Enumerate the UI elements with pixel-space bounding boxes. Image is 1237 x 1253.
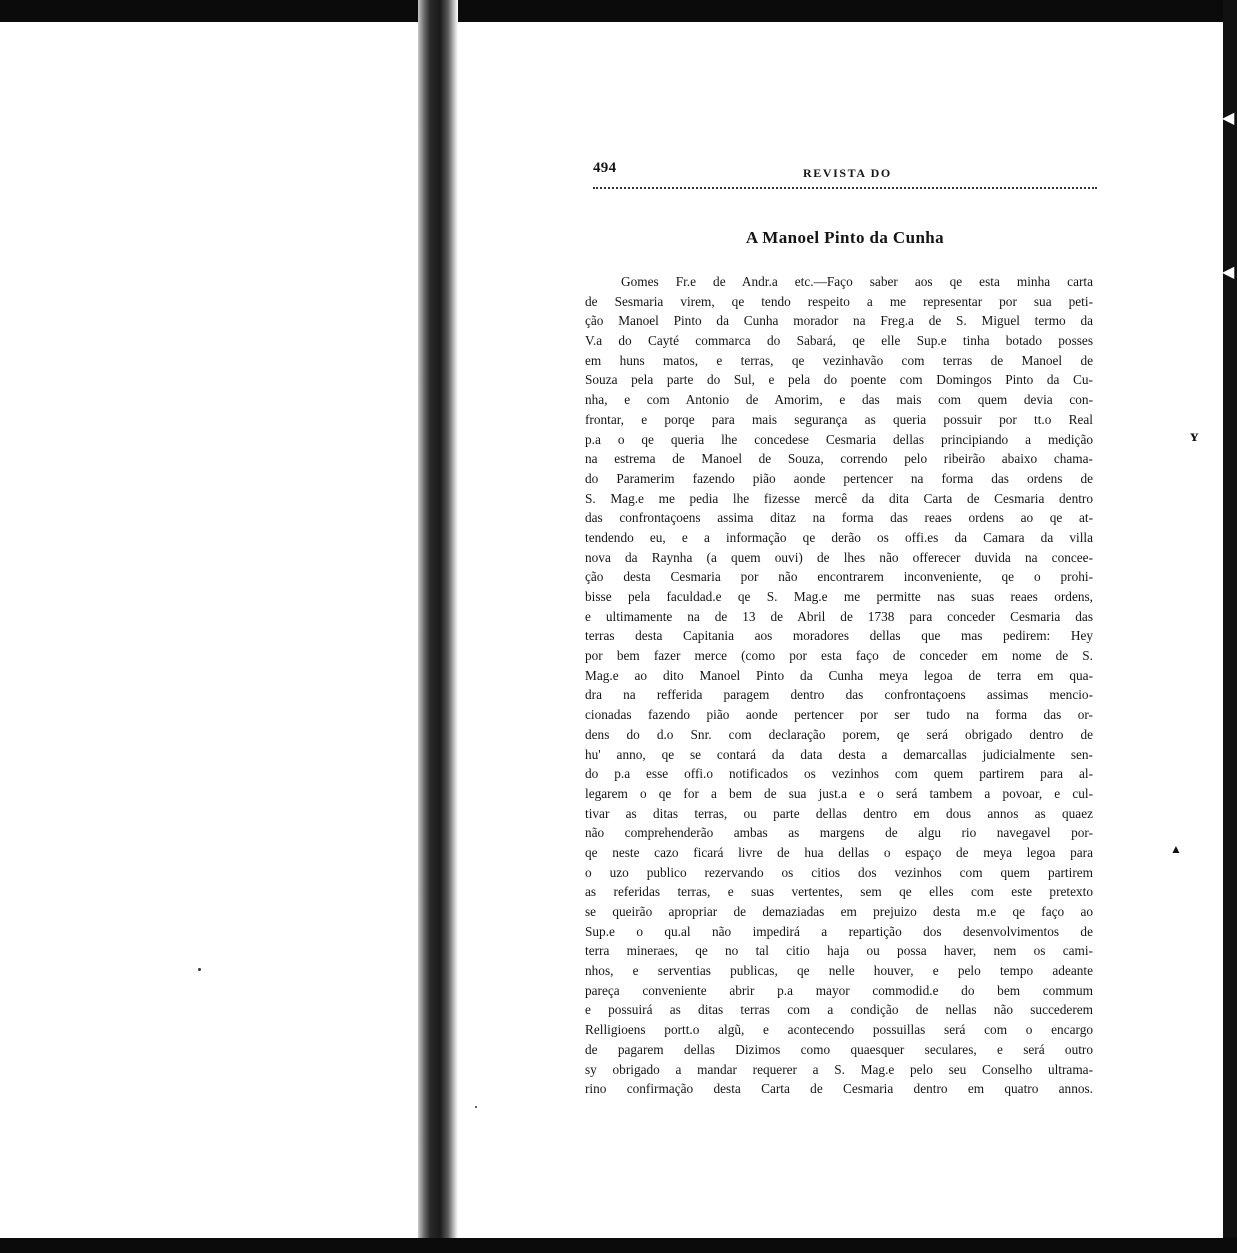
text-line: do Paramerim fazendo pião aonde pertencer na forma das ordens de	[585, 470, 1093, 486]
speck	[475, 1106, 477, 1108]
text-line: nha, e com Antonio de Amorim, e das mais com quem devia con-	[585, 392, 1093, 408]
text-line: e ultimamente na de 13 de Abril de 1738 para conceder Cesmaria das	[585, 608, 1093, 624]
scan-border-right	[1223, 0, 1237, 1253]
text-line: nova da Raynha (a quem ouvi) de lhes não offerecer duvida na concee-	[585, 549, 1093, 565]
text-line: rino confirmação desta Carta de Cesmaria dentro em quatro annos.	[585, 1081, 1093, 1097]
speck	[198, 968, 201, 971]
text-line: tivar as ditas terras, ou parte dellas dentro em dous annos as quaez	[585, 805, 1093, 821]
text-line: não comprehenderão ambas as margens de algu rio navegavel por-	[585, 825, 1093, 841]
text-line: tendendo eu, e a informação qe derão os offi.es da Camara da villa	[585, 529, 1093, 545]
text-line: se queirão apropriar de demaziadas em prejuizo desta m.e qe faço ao	[585, 904, 1093, 919]
margin-mark: ◀	[1222, 264, 1235, 281]
text-line: frontar, e porqe para mais segurança as queria possuir por tt.o Real	[585, 411, 1093, 427]
text-line: em huns matos, e terras, qe vezinhavão com terras de Manoel de	[585, 352, 1093, 368]
text-line: legarem o qe for a bem de sua just.a e o será tambem a povoar, e cul-	[585, 785, 1093, 801]
text-line: qe neste cazo ficará livre de hua dellas o espaço de meya legoa para	[585, 844, 1093, 860]
text-line: cionadas fazendo pião aonde pertencer por ser tudo na forma das or-	[585, 707, 1093, 723]
text-line: na estrema de Manoel de Souza, correndo pelo ribeirão abaixo chama-	[585, 451, 1093, 467]
body-text	[585, 272, 1093, 1099]
text-line: Relligioens portt.o algũ, e acontecendo possuillas será com o encargo	[585, 1022, 1093, 1038]
scan-border-top	[0, 0, 1237, 22]
header-rule	[593, 187, 1097, 189]
text-line: ção desta Cesmaria por não encontrarem inconveniente, qe o prohi-	[585, 569, 1093, 585]
text-line: e possuirá as ditas terras com a condição de nellas não succederem	[585, 1002, 1093, 1018]
text-line: V.a do Cayté commarca do Sabará, qe elle Sup.e tinha botado posses	[585, 333, 1093, 349]
page-number: 494	[593, 160, 617, 176]
page-header	[593, 160, 1097, 184]
running-title: REVISTA DO	[803, 166, 892, 180]
scan-border-bottom	[0, 1238, 1237, 1253]
margin-mark: ◀	[1222, 110, 1235, 127]
text-line: nhos, e serventias publicas, qe nelle houver, e pelo tempo adeante	[585, 963, 1093, 979]
text-line: sy obrigado a mandar requerer a S. Mag.e pelo seu Conselho ultrama-	[585, 1061, 1093, 1077]
text-line: dens do d.o Snr. com declaração porem, qe será obrigado dentro de	[585, 726, 1093, 742]
text-line: S. Mag.e me pedia lhe fizesse mercê da dita Carta de Cesmaria dentro	[585, 490, 1093, 506]
margin-mark: ▲	[1170, 842, 1182, 856]
text-line: o uzo publico rezervando os citios dos vezinhos com quem partirem	[585, 864, 1093, 880]
text-line: hu' anno, qe se contará da data desta a demarcallas judicialmente sen-	[585, 746, 1093, 762]
text-line: de pagarem dellas Dizimos como quaesquer seculares, e será outro	[585, 1041, 1093, 1057]
text-line: Sup.e o qu.al não impedirá a repartição dos desenvolvimentos de	[585, 923, 1093, 939]
facing-page-blank	[0, 22, 420, 1238]
text-line: Gomes Fr.e de Andr.a etc.—Faço saber aos qe esta minha carta	[621, 274, 1093, 289]
text-line: pareça conveniente abrir p.a mayor commodid.e do bem commum	[585, 982, 1093, 998]
text-line: p.a o qe queria lhe concedese Cesmaria dellas principiando a medição	[585, 431, 1093, 447]
text-line: do p.a esse offi.o notificados os vezinhos com quem partirem para al-	[585, 766, 1093, 782]
text-line: das confrontaçoens assima ditaz na forma das reaes ordens ao qe at-	[585, 510, 1093, 526]
margin-mark: ʏ	[1190, 428, 1199, 445]
text-line: terra mineraes, qe no tal citio haja ou possa haver, nem os cami-	[585, 943, 1093, 959]
text-line: bisse pela faculdad.e qe S. Mag.e me permitte nas suas reaes ordens,	[585, 589, 1093, 604]
book-gutter	[418, 0, 458, 1253]
article-title: A Manoel Pinto da Cunha	[745, 228, 945, 247]
text-line: de Sesmaria virem, qe tendo respeito a me representar por sua peti-	[585, 293, 1093, 309]
text-line: Mag.e ao dito Manoel Pinto da Cunha meya legoa de terra em qua-	[585, 667, 1093, 683]
text-line: dra na refferida paragem dentro das confrontaçoens assimas mencio-	[585, 687, 1093, 703]
text-line: terras desta Capitania aos moradores dellas que mas pedirem: Hey	[585, 628, 1093, 644]
text-line: as referidas terras, e suas vertentes, sem qe elles com este pretexto	[585, 884, 1093, 900]
text-line: por bem fazer merce (como por esta faço de conceder em nome de S.	[585, 648, 1093, 664]
text-line: Souza pela parte do Sul, e pela do poente com Domingos Pinto da Cu-	[585, 372, 1093, 388]
text-line: ção Manoel Pinto da Cunha morador na Freg.a de S. Miguel termo da	[585, 313, 1093, 329]
